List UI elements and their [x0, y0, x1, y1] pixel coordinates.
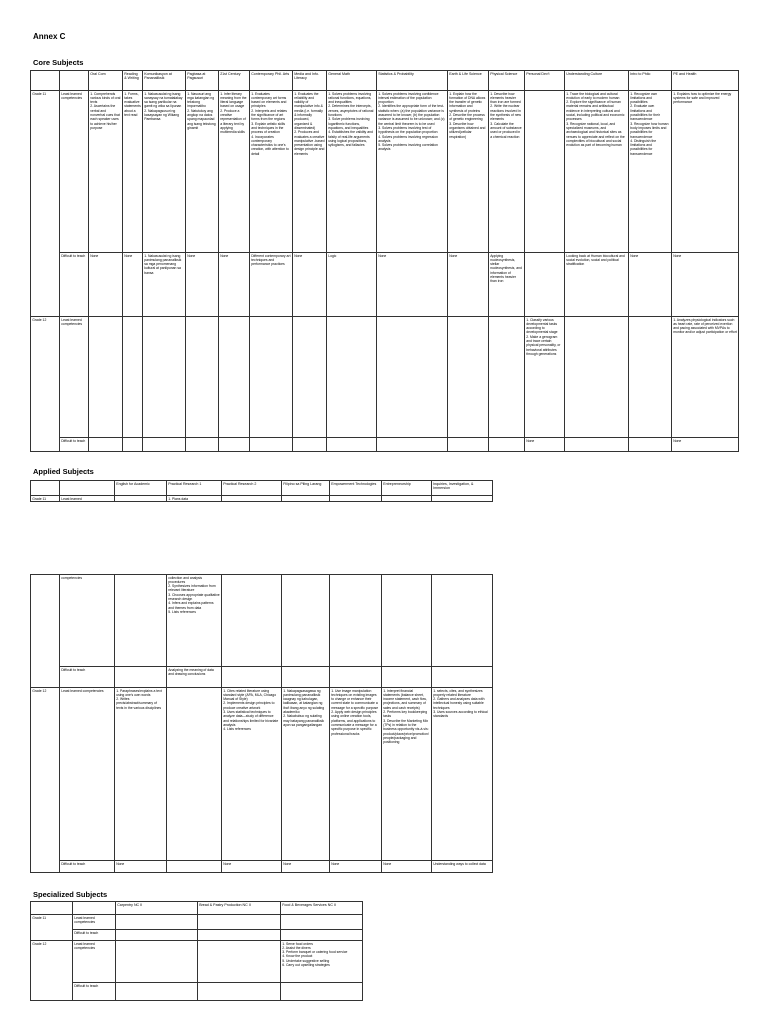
- applied-section-title: Applied Subjects: [33, 467, 94, 476]
- spec-g12-lc-cell: 1. Serve food orders 2. Assist the diners 3. Perform banquet or catering food service 4. Know the product 5. Undertake suggestive selling 6. Carry out upselling strategies: [281, 941, 363, 983]
- core-g11-dt-cell: None: [629, 253, 672, 317]
- core-g11-lc-cell: 1. Nakasusulat ng isang sanaysay na tumatalakay sa isang partikular na gamit ng wika sa lipunan 2. Nakapagsusuri ng kasaysayan ng Wikang Pambansa: [143, 91, 186, 253]
- applied-g12-lc-cell: 1. Paraphrases/explains a text using one's own words 2. Writes precis/abstract/summary of texts in the various disciplines: [115, 688, 167, 861]
- annex-title: Annex C: [33, 32, 66, 41]
- core-g12-dt-cell: [89, 438, 123, 452]
- spec-g11-dt-row-label: Difficult to teach: [73, 930, 116, 941]
- applied-cont-lc-row-label: competencies: [60, 575, 115, 667]
- core-g12-dt-cell: None: [525, 438, 565, 452]
- spec-header-3: Bread & Pastry Production NC II: [198, 902, 281, 915]
- core-g12-dt-cell: None: [672, 438, 739, 452]
- applied-g11-top-cell: [115, 496, 167, 502]
- core-g12-lc-cell: [629, 317, 672, 438]
- spec-g11-lc-grade-label: Grade 11: [31, 915, 73, 941]
- applied-g12-lc-cell: 1. selects, cites, and synthesizes properly related literature 2. Gathers and analyzes data with intellectual honesty using suitable techniques 3. Uses sources according to ethical standards: [432, 688, 493, 861]
- applied-cont-dt-cell: Analyzing the meaning of data and drawing conclusions: [167, 667, 222, 688]
- applied-g12-lc-cell: 1. Use image manipulation techniques on existing images to change or enhance their current state to communicate a message for a specific purpose 2. Apply web design principles using online creation tools, platforms, and applications to communicate a message for a specific purpose in specific professional tracks: [330, 688, 382, 861]
- spec-header-2: Carpentry NC II: [116, 902, 198, 915]
- core-g11-dt-cell: None: [123, 253, 143, 317]
- core-g11-lc-cell: 1. Explain how the formation of DNA allows the transfer of genetic information and synthesis of proteins 2. Describe the process of genetic engineering 3. Describe how organisms obtained and utilized(cellular respiration): [448, 91, 489, 253]
- core-g11-dt-cell: Different contemporary art techniques and performance practices: [250, 253, 293, 317]
- core-header-5: Pagbasa at Pagsusuri: [186, 71, 219, 91]
- applied-g11-top-cell: 1. Plans data: [167, 496, 222, 502]
- core-g11-lc-cell: 1. Recognize own limitations and possibilities 2. Evaluate own limitations and possibilities for their transcendence 3. Recognize how human body imposes limits and possibilities for transcendence 4. Distinguish the limitations and possibilities for transcendence: [629, 91, 672, 253]
- core-header-4: Komunikasyon at Pananaliksik: [143, 71, 186, 91]
- core-g12-lc-cell: [219, 317, 250, 438]
- core-g12-dt-cell: [327, 438, 377, 452]
- applied-cont-lc-cell: collection and analysis procedures 2. Synthesizes information from relevant literature 3. Chooses appropriate qualitative research design 4. Infers and explains patterns and themes from data 5. Lists references: [167, 575, 222, 667]
- core-header-16: PE and Health: [672, 71, 739, 91]
- applied-cont-dt-cell: [330, 667, 382, 688]
- core-g11-dt-cell: Looking back at Human biocultural and social evolution, social and political stratification: [565, 253, 629, 317]
- core-g11-dt-cell: None: [293, 253, 327, 317]
- applied-header-0: [31, 481, 60, 496]
- applied-subjects-table-continued: [30, 574, 493, 873]
- core-g12-lc-cell: [293, 317, 327, 438]
- applied-cont-dt-cell: [382, 667, 432, 688]
- spec-g12-dt-cell: [281, 983, 363, 1001]
- applied-g12-dt-cell: Understanding ways to collect data: [432, 861, 493, 873]
- applied-subjects-table: [30, 480, 493, 502]
- core-header-6: 21st Century: [219, 71, 250, 91]
- spec-g12-dt-row-label: Difficult to teach: [73, 983, 116, 1001]
- core-g12-dt-cell: [629, 438, 672, 452]
- core-g12-lc-cell: [565, 317, 629, 438]
- core-g11-dt-cell: Logic: [327, 253, 377, 317]
- core-header-2: Oral Com: [89, 71, 123, 91]
- core-g11-dt-cell: None: [377, 253, 448, 317]
- core-g12-dt-cell: [377, 438, 448, 452]
- applied-g11-top-grade-label: Grade 11: [31, 496, 60, 502]
- core-header-3: Reading & Writing: [123, 71, 143, 91]
- applied-g12-lc-cell: [167, 688, 222, 861]
- applied-g11-top-cell: [330, 496, 382, 502]
- core-header-11: Earth & Life Science: [448, 71, 489, 91]
- applied-header-2: English for Academic: [115, 481, 167, 496]
- core-section-title: Core Subjects: [33, 58, 84, 67]
- applied-cont-dt-cell: [222, 667, 282, 688]
- applied-cont-dt-row-label: Difficult to teach: [60, 667, 115, 688]
- applied-cont-dt-cell: [282, 667, 330, 688]
- specialized-section-title: Specialized Subjects: [33, 890, 108, 899]
- applied-cont-lc-cell: [115, 575, 167, 667]
- applied-g11-top-row-label: Least learned: [60, 496, 115, 502]
- core-subjects-table: [30, 70, 739, 452]
- core-g11-dt-cell: None: [89, 253, 123, 317]
- core-g12-lc-cell: [489, 317, 525, 438]
- core-g12-lc-cell: [186, 317, 219, 438]
- applied-g11-top-cell: [222, 496, 282, 502]
- core-g11-lc-cell: 1. Evaluates contemporary art forms based on elements and principles 2. Interprets and relates the significance of art forms from the regions 3. Explain artistic skills and techniques in the process of creation 4. Incorporates contemporary characteristics to one's creation, with attention to detail: [250, 91, 293, 253]
- spec-header-0: [31, 902, 73, 915]
- spec-g12-lc-cell: [116, 941, 198, 983]
- core-header-14: Understanding Culture: [565, 71, 629, 91]
- spec-g12-lc-cell: [198, 941, 281, 983]
- core-g11-dt-cell: None: [672, 253, 739, 317]
- core-g11-lc-cell: 1. Solves problems involving rational functions, equations, and inequalities 2. Determines the intercepts, zeroes, asymptotes of rational functions 3. Solve problems involving logarithmic functions, equations, and inequalities 4. Establishes the validity and falsity of real-life arguments using logical propositions, syllogisms, and fallacies: [327, 91, 377, 253]
- core-g12-dt-cell: [143, 438, 186, 452]
- core-g11-lc-cell: 1. Trace the biological and cultural evolution of early to modern human 2. Explore the significance of human material remains and artifactual evidence in interpreting cultural and social, including political and economic processes 3. Recognize national, local, and specialized museums, and archaeological and historical sites as venues to appreciate and reflect on the complexities of biocultural and social evolution as part of becoming human: [565, 91, 629, 253]
- core-g11-lc-cell: 1. Solves problems involving confidence interval estimation of the population proportion 2. Identifies the appropriate form of the test-statistic when: (a) the population variance is assumed to be known; (b) the population variance is assumed to be unknown; and (c) the central limit theorem is to be used 3. Solves problems involving test of hypothesis on the population proportion 4. Solves problems involving regression analysis 5. Solves problems involving correlation analysis: [377, 91, 448, 253]
- applied-header-4: Practical Research 2: [222, 481, 282, 496]
- applied-g12-dt-row-label: Difficult to teach: [60, 861, 115, 873]
- core-g11-dt-cell: None: [186, 253, 219, 317]
- core-g12-dt-cell: [250, 438, 293, 452]
- applied-g12-dt-cell: None: [282, 861, 330, 873]
- core-g12-dt-cell: [186, 438, 219, 452]
- core-header-0: [31, 71, 60, 91]
- core-g12-lc-cell: [143, 317, 186, 438]
- applied-cont-dt-cell: [432, 667, 493, 688]
- applied-header-5: Filipino sa Piling Larang: [282, 481, 330, 496]
- applied-g12-dt-cell: None: [115, 861, 167, 873]
- spec-g11-dt-cell: [198, 930, 281, 941]
- core-g12-lc-grade-label: Grade 12: [31, 317, 60, 452]
- applied-g11-top-cell: [282, 496, 330, 502]
- core-g12-dt-row-label: Difficult to teach: [60, 438, 89, 452]
- core-header-10: Statistics & Probability: [377, 71, 448, 91]
- spec-g11-lc-cell: [281, 915, 363, 930]
- core-g12-lc-cell: [448, 317, 489, 438]
- core-g12-dt-cell: [565, 438, 629, 452]
- core-header-8: Media and Info. Literacy: [293, 71, 327, 91]
- applied-cont-lc-cell: [222, 575, 282, 667]
- core-g11-dt-cell: Applying nucleosynthesis, stellar nucleosynthesis, and information of elements heavier than iron: [489, 253, 525, 317]
- applied-g12-dt-cell: None: [382, 861, 432, 873]
- core-g11-dt-cell: None: [219, 253, 250, 317]
- core-g12-lc-row-label: Least learned competencies: [60, 317, 89, 438]
- applied-g12-dt-cell: None: [330, 861, 382, 873]
- applied-header-6: Empowerment Technologies: [330, 481, 382, 496]
- applied-cont-lc-cell: [330, 575, 382, 667]
- core-g11-dt-row-label: Difficult to teach: [60, 253, 89, 317]
- core-g11-lc-cell: 1. Explains how to optimize the energy systems for safe and improved performance: [672, 91, 739, 253]
- core-g11-lc-cell: 1. Nasusuri ang mga katangian ng tekstong impormatibo 2. Natutukoy ang angkop na datos upang mapaunlad ang isang tekstong ginamit: [186, 91, 219, 253]
- specialized-subjects-table: [30, 901, 363, 1001]
- core-g12-lc-cell: [250, 317, 293, 438]
- applied-g12-lc-cell: 1. Nakapagsasagawa ng panimulang pananaliksik kaugnay ng kahulugan, kalikasan, at katangian ng iba't ibang anyo ng sulating akademiko 2. Nakabubuo ng sulating may batayang pananaliksik ayon sa pangangailangan: [282, 688, 330, 861]
- spec-g12-lc-grade-label: Grade 12: [31, 941, 73, 1001]
- applied-cont-dt-cell: [115, 667, 167, 688]
- core-g12-lc-cell: [89, 317, 123, 438]
- core-g12-dt-cell: [489, 438, 525, 452]
- core-header-15: Intro to Philo: [629, 71, 672, 91]
- core-g12-lc-cell: [327, 317, 377, 438]
- applied-g12-lc-row-label: Least learned competencies: [60, 688, 115, 861]
- core-g11-dt-cell: None: [448, 253, 489, 317]
- core-g11-dt-cell: [525, 253, 565, 317]
- core-g11-dt-cell: 1. Nakasusulat ng isang panimulang pananaliksik sa mga penomenang kultural at panlipunan sa bansa: [143, 253, 186, 317]
- spec-g11-lc-cell: [116, 915, 198, 930]
- core-g11-lc-cell: [525, 91, 565, 253]
- core-header-12: Physical Science: [489, 71, 525, 91]
- applied-cont-grade-cell: [31, 575, 60, 688]
- applied-cont-lc-cell: [382, 575, 432, 667]
- applied-header-3: Practical Research 1: [167, 481, 222, 496]
- applied-g12-lc-cell: 1. Interpret financial statements (balance sheet, income statement, cash flow, projections, and summary of sales and cash receipts) 2. Performs key bookkeeping tasks 3. Describe the Marketing Mix (7Ps) in relation to the business opportunity vis-à-vis: product/place/price/promotion/people/packaging and positioning: [382, 688, 432, 861]
- applied-cont-lc-cell: [432, 575, 493, 667]
- core-g12-dt-cell: [293, 438, 327, 452]
- applied-header-1: [60, 481, 115, 496]
- applied-g12-dt-cell: [167, 861, 222, 873]
- core-g11-lc-cell: 1. Comprehends various kinds of oral texts 2. Ascertains the verbal and nonverbal cues that each speaker uses to achieve his/her purpose: [89, 91, 123, 253]
- core-g12-dt-cell: [448, 438, 489, 452]
- applied-g11-top-cell: [432, 496, 493, 502]
- core-header-1: [60, 71, 89, 91]
- spec-header-1: [73, 902, 116, 915]
- core-g11-lc-cell: 1. Infer literary meaning from the literal language based on usage 2. Produce a creative representation of a literary text by applying multimedia skills: [219, 91, 250, 253]
- core-g12-lc-cell: [377, 317, 448, 438]
- spec-g11-lc-row-label: Least learned competencies: [73, 915, 116, 930]
- applied-g11-top-cell: [382, 496, 432, 502]
- applied-g12-lc-cell: 1. Cites related literature using standard style (APA, MLA, Chicago Manual of Style) 2. Implements design principles to produce creative artwork 3. Uses statistical techniques to analyze data—study of difference and relationships limited for bivariate analysis 4. Lists references: [222, 688, 282, 861]
- core-g11-lc-row-label: Least learned competencies: [60, 91, 89, 253]
- core-g11-lc-cell: 1. Forms, takes evaluative statements about a text read: [123, 91, 143, 253]
- core-g12-lc-cell: [123, 317, 143, 438]
- spec-g11-dt-cell: [281, 930, 363, 941]
- core-g12-dt-cell: [123, 438, 143, 452]
- applied-header-7: Entrepreneurship: [382, 481, 432, 496]
- spec-g11-dt-cell: [116, 930, 198, 941]
- core-g11-lc-grade-label: Grade 11: [31, 91, 60, 317]
- core-g12-lc-cell: 1. Classify various developmental tasks according to developmental stage 2. Make a genogram and trace certain physical personality, or behavioral attributes through generations: [525, 317, 565, 438]
- spec-g12-dt-cell: [116, 983, 198, 1001]
- applied-cont-lc-cell: [282, 575, 330, 667]
- core-header-9: General Math: [327, 71, 377, 91]
- core-g11-lc-cell: 1. Evaluates the reliability and validity of manipulative info & media (i.e. formally & informally produced, organized & disseminated) 2. Produces and evaluates a creative manipulative -based presentation using design principle and elements: [293, 91, 327, 253]
- applied-g12-dt-cell: None: [222, 861, 282, 873]
- spec-g12-dt-cell: [198, 983, 281, 1001]
- core-g12-lc-cell: 1. Analyzes physiological indicators such as heart rate, rate of perceived exertion and pacing associated with MVPAs to monitor and/or adjust participation or effort: [672, 317, 739, 438]
- applied-header-8: Inquiries, Investigation, & Immersion: [432, 481, 493, 496]
- core-g12-dt-cell: [219, 438, 250, 452]
- spec-g12-lc-row-label: Least learned competencies: [73, 941, 116, 983]
- core-header-7: Contemporary Phil. Arts: [250, 71, 293, 91]
- core-g11-lc-cell: 1. Describe how elements heavier than iron are formed 2. Write the nuclear reactions involved in the synthesis of new elements 3. Calculate the amount of substance used or produced in a chemical reaction: [489, 91, 525, 253]
- core-header-13: Personal Dev't: [525, 71, 565, 91]
- applied-g12-lc-grade-label: Grade 12: [31, 688, 60, 873]
- spec-g11-lc-cell: [198, 915, 281, 930]
- spec-header-4: Food & Beverages Services NC II: [281, 902, 363, 915]
